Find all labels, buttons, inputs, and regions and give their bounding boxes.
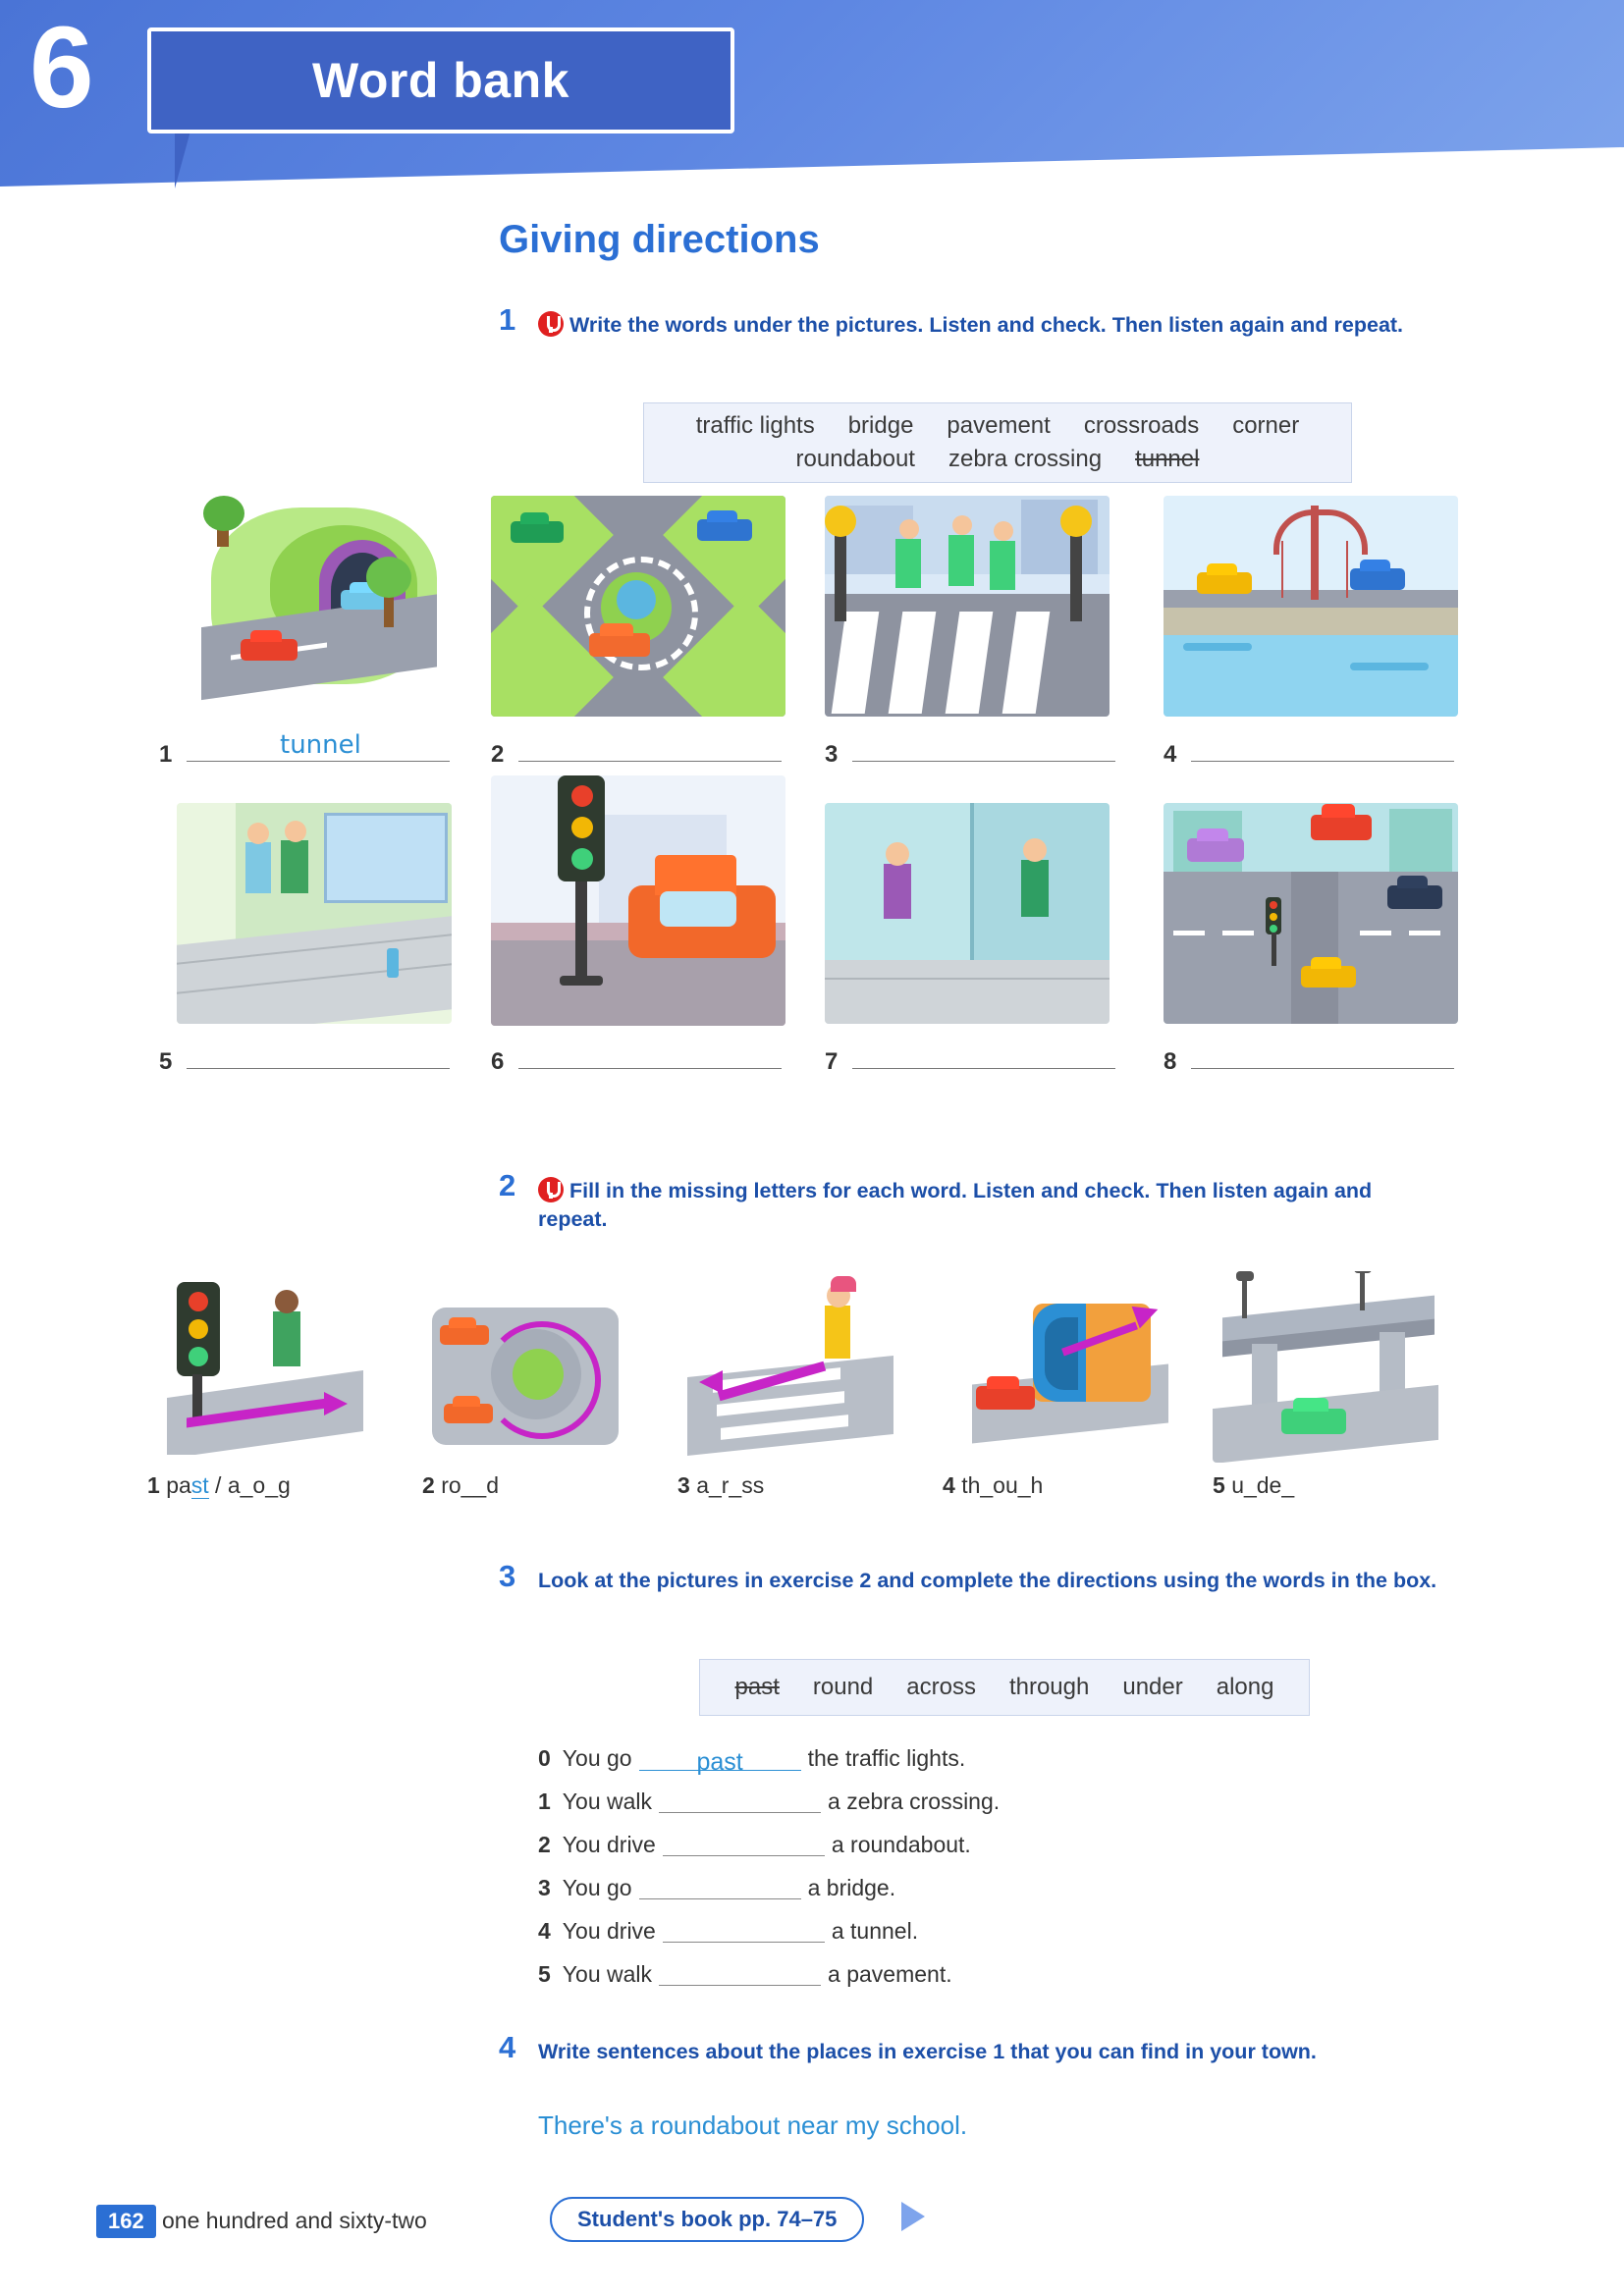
tunnel-picture	[201, 496, 442, 717]
item-4-number: 4	[1164, 741, 1177, 768]
line-0-answer[interactable]: past	[639, 1748, 801, 1771]
line-5-number: 5	[538, 1961, 551, 1987]
exercise-1-number: 1	[499, 302, 516, 337]
exercise-2-item-4-number: 4	[943, 1472, 955, 1498]
exercise-2-item-1-after: / a_o_g	[208, 1472, 291, 1498]
exercise-2-item-2-number: 2	[422, 1472, 435, 1498]
word-round: round	[812, 1674, 874, 1700]
word-bridge: bridge	[847, 412, 914, 439]
line-2-before: You drive	[562, 1832, 656, 1857]
item-7-answer-line	[852, 1068, 1115, 1069]
line-2-number: 2	[538, 1832, 551, 1857]
line-4-before: You drive	[562, 1918, 656, 1944]
word-across: across	[906, 1674, 976, 1700]
exercise-2-item-3-label	[677, 1472, 764, 1499]
traffic-lights-picture	[491, 775, 785, 1026]
word-traffic-lights: traffic lights	[695, 412, 815, 439]
line-5-before: You walk	[562, 1961, 653, 1987]
word-box-row-2	[796, 446, 1200, 473]
audio-icon	[538, 311, 564, 337]
crossroads-picture	[1164, 803, 1458, 1024]
exercise-1-word-box	[643, 402, 1352, 483]
page-title: Word bank	[312, 53, 569, 108]
item-5-answer-line	[187, 1068, 450, 1069]
page-number-text: one hundred and sixty-two	[162, 2208, 427, 2233]
pavement-picture	[177, 803, 452, 1024]
exercise-1-instruction-wrap	[538, 311, 1422, 340]
word-corner: corner	[1232, 412, 1300, 439]
item-8-answer-line	[1191, 1068, 1454, 1069]
word-under: under	[1122, 1674, 1183, 1700]
line-1-after: a zebra crossing.	[828, 1789, 1001, 1814]
exercise-2-item-1-number: 1	[147, 1472, 160, 1498]
exercise-2-item-1-filled: st	[190, 1472, 209, 1498]
exercise-2-item-3-text: a_r_ss	[696, 1472, 765, 1498]
page-title-bubble	[147, 27, 734, 133]
item-6-answer-line	[518, 1068, 782, 1069]
line-3-before: You go	[562, 1875, 632, 1900]
exercise-2-item-2-text: ro__d	[441, 1472, 500, 1498]
exercise-3-line-4	[538, 1918, 918, 1945]
line-3-after: a bridge.	[807, 1875, 896, 1900]
exercise-3-word-box-row	[735, 1674, 1274, 1701]
exercise-2-item-4-text: th_ou_h	[961, 1472, 1044, 1498]
past-along-picture	[147, 1268, 373, 1455]
exercise-2-number: 2	[499, 1168, 516, 1202]
exercise-4-instruction: Write sentences about the places in exercise 1 that you can find in your town.	[538, 2040, 1317, 2063]
line-2-after: a roundabout.	[831, 1832, 971, 1857]
exercise-4-example: There's a roundabout near my school.	[538, 2110, 968, 2140]
item-1-answer: tunnel	[280, 730, 361, 760]
corner-picture	[825, 803, 1110, 1024]
exercise-3-line-1	[538, 1789, 1000, 1815]
exercise-3-number: 3	[499, 1559, 516, 1593]
across-picture	[677, 1276, 903, 1463]
line-1-answer[interactable]	[659, 1790, 821, 1813]
exercise-3-word-box	[699, 1659, 1310, 1716]
line-5-after: a pavement.	[828, 1961, 952, 1987]
under-picture	[1213, 1271, 1438, 1463]
item-4-answer-line	[1191, 761, 1454, 762]
line-4-after: a tunnel.	[831, 1918, 919, 1944]
line-0-after: the traffic lights.	[807, 1745, 966, 1771]
exercise-2-instruction: Fill in the missing letters for each word. Listen and check. Then listen again and repeat.	[538, 1179, 1373, 1232]
word-along: along	[1216, 1674, 1274, 1700]
exercise-3-line-2	[538, 1832, 971, 1858]
page-number-badge: 162	[96, 2205, 156, 2238]
item-7-number: 7	[825, 1048, 839, 1075]
exercise-4-number: 4	[499, 2030, 516, 2064]
line-3-answer[interactable]	[639, 1877, 801, 1899]
line-5-answer[interactable]	[659, 1963, 821, 1986]
exercise-2-instruction-wrap	[538, 1177, 1441, 1234]
play-arrow-icon	[901, 2202, 925, 2231]
round-picture	[422, 1288, 628, 1460]
word-through: through	[1008, 1674, 1090, 1700]
item-2-number: 2	[491, 741, 505, 768]
exercise-2-item-2-label	[422, 1472, 499, 1499]
word-roundabout: roundabout	[795, 446, 915, 472]
exercise-3-line-5	[538, 1961, 952, 1988]
word-tunnel-struck: tunnel	[1135, 446, 1200, 472]
audio-icon-2	[538, 1177, 564, 1202]
exercise-2-item-3-number: 3	[677, 1472, 690, 1498]
line-0-number: 0	[538, 1745, 551, 1771]
exercise-2-item-1-before: pa	[166, 1472, 191, 1498]
word-pavement: pavement	[947, 412, 1051, 439]
exercise-1-instruction: Write the words under the pictures. Listen and check. Then listen again and repeat.	[569, 313, 1404, 337]
item-3-number: 3	[825, 741, 839, 768]
exercise-2-item-5-label	[1213, 1472, 1294, 1499]
word-box-row-1	[696, 412, 1299, 440]
exercise-3-instruction: Look at the pictures in exercise 2 and complete the directions using the words in the box.	[538, 1569, 1437, 1592]
item-2-answer-line	[518, 761, 782, 762]
section-title: Giving directions	[499, 218, 820, 261]
zebra-crossing-picture	[825, 496, 1110, 717]
item-8-number: 8	[1164, 1048, 1177, 1075]
exercise-2-item-5-text: u_de_	[1231, 1472, 1295, 1498]
word-past-struck: past	[734, 1674, 780, 1700]
item-1-number: 1	[159, 741, 173, 768]
exercise-3-line-3	[538, 1875, 895, 1901]
line-2-answer[interactable]	[663, 1834, 825, 1856]
line-0-before: You go	[562, 1745, 632, 1771]
line-4-answer[interactable]	[663, 1920, 825, 1943]
students-book-reference[interactable]: Student's book pp. 74–75	[550, 2197, 864, 2242]
line-1-number: 1	[538, 1789, 551, 1814]
item-3-answer-line	[852, 761, 1115, 762]
line-1-before: You walk	[562, 1789, 653, 1814]
item-6-number: 6	[491, 1048, 505, 1075]
exercise-3-line-0	[538, 1745, 966, 1776]
item-5-number: 5	[159, 1048, 173, 1075]
roundabout-picture	[491, 496, 785, 717]
item-1-answer-line	[187, 761, 450, 762]
line-3-number: 3	[538, 1875, 551, 1900]
word-zebra-crossing: zebra crossing	[947, 446, 1103, 472]
exercise-2-item-1-label	[147, 1472, 291, 1499]
line-4-number: 4	[538, 1918, 551, 1944]
through-picture	[943, 1276, 1178, 1463]
unit-number: 6	[29, 3, 94, 133]
bridge-picture	[1164, 496, 1458, 717]
exercise-2-item-5-number: 5	[1213, 1472, 1225, 1498]
word-crossroads: crossroads	[1083, 412, 1200, 439]
exercise-2-item-4-label	[943, 1472, 1043, 1499]
